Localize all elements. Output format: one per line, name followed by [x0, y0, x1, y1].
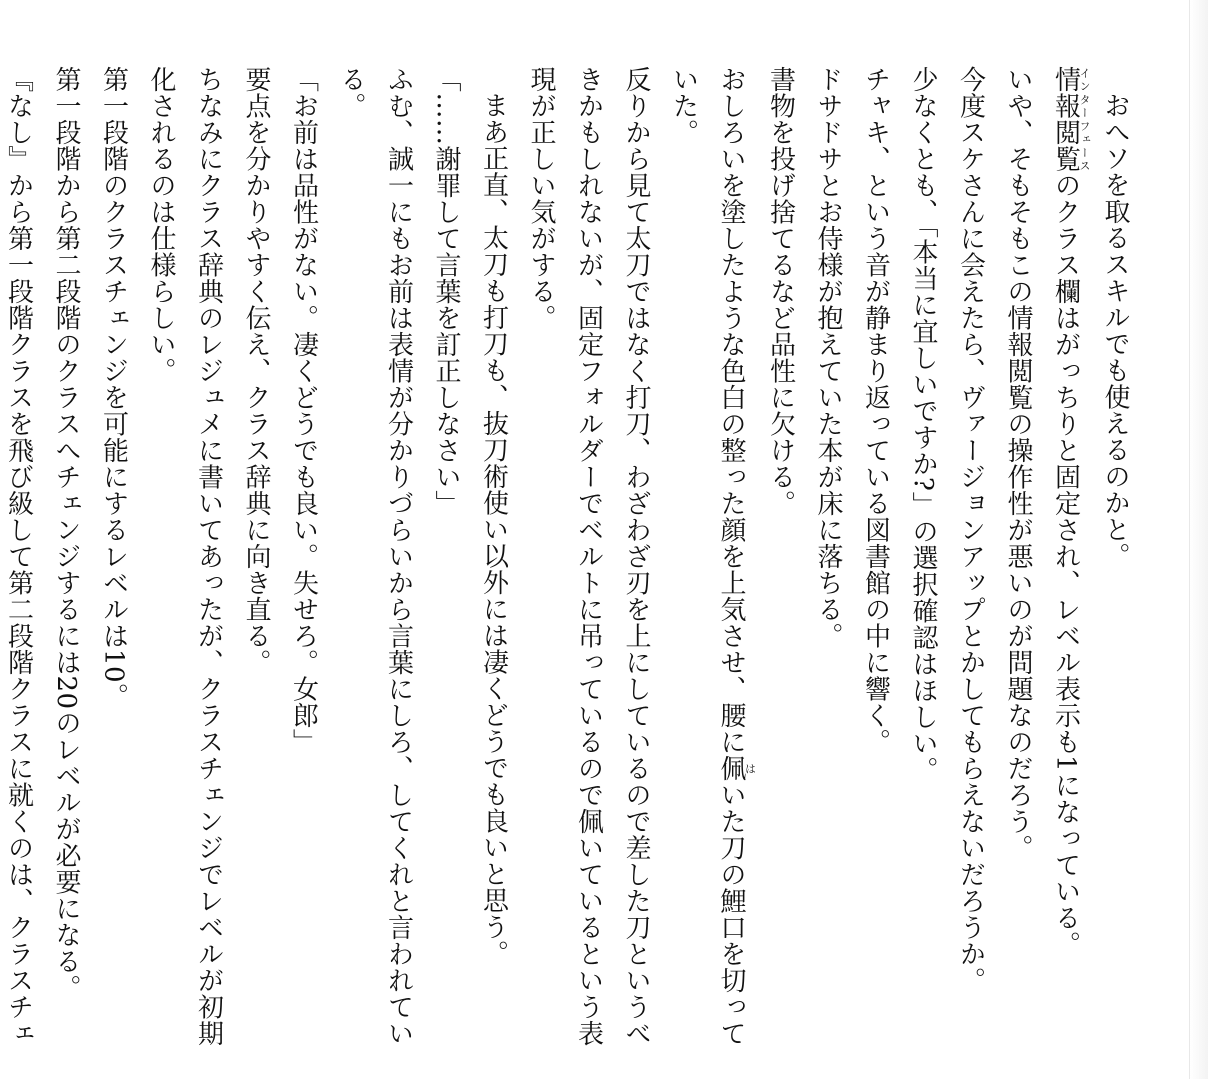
paragraph: 『なし』から第一段階クラスを飛び級して第二段階クラスに就くのは、クラスチェ — [3, 66, 34, 1047]
ruby-annotation: 情報閲覧インターフェース — [1050, 66, 1091, 172]
paragraph: 要点を分かりやすく伝え、クラス辞典に向き直る。 — [241, 66, 271, 676]
paragraph: おしろいを塗したような色白の整った顔を上気させ、腰に佩はいた刀の鯉口を切っていた。 — [668, 66, 757, 1047]
ruby-annotation: 佩は — [716, 755, 757, 782]
paragraph: ふむ、誠一にもお前は表情が分かりづらいから言葉にしろ、してくれと言われている。 — [336, 66, 414, 1047]
paragraph: 少なくとも、「本当に宜しいですか?」の選択確認はほしい。 — [908, 66, 938, 783]
scrollbar-track[interactable] — [1189, 0, 1208, 1079]
dialogue-line: 「お前は品性がない。凄くどうでも良い。失せろ。女郎」 — [288, 66, 319, 755]
paragraph: 第一段階のクラスチェンジを可能にするレベルは10。 — [98, 66, 129, 710]
paragraph: 第一段階から第二段階のクラスへチェンジするには20のレベルが必要になる。 — [51, 66, 81, 1002]
paragraph: 反りから見て太刀ではなく打刀、わざわざ刃を上にしているので差した刀というべきかもしれないが、固定フォルダーでベルトに吊っているので佩いているという表現が正しい気がする。 — [526, 66, 651, 1047]
paragraph: ちなみにクラス辞典のレジュメに書いてあったが、クラスチェンジでレベルが初期化されるのは仕様らしい。 — [146, 66, 224, 1047]
paragraph: おへソを取るスキルでも使えるのかと。 — [1100, 92, 1130, 569]
paragraph: まあ正直、太刀も打刀も、抜刀術使い以外には凄くどうでも良いと思う。 — [478, 92, 509, 967]
paragraph: 情報閲覧インターフェースのクラス欄はがっちりと固定され、レベル表示も1になっている。 — [1050, 66, 1091, 958]
paragraph: ドサドサとお侍様が抱えていた本が床に落ちる。 — [813, 66, 843, 649]
paragraph: いや、そもそもこの情報閲覧の操作性が悪いのが問題なのだろう。 — [1003, 66, 1033, 861]
dialogue-line: 「……謝罪して言葉を訂正しなさい」 — [431, 66, 461, 517]
paragraph: 今度スケさんに会えたら、ヴァージョンアップとかしてもらえないだろうか。 — [955, 66, 986, 994]
paragraph: チャキ、という音が静まり返っている図書館の中に響く。 — [860, 66, 891, 755]
vertical-text-body — [0, 66, 1138, 1056]
paragraph: 書物を投げ捨てるなど品性に欠ける。 — [765, 66, 796, 517]
